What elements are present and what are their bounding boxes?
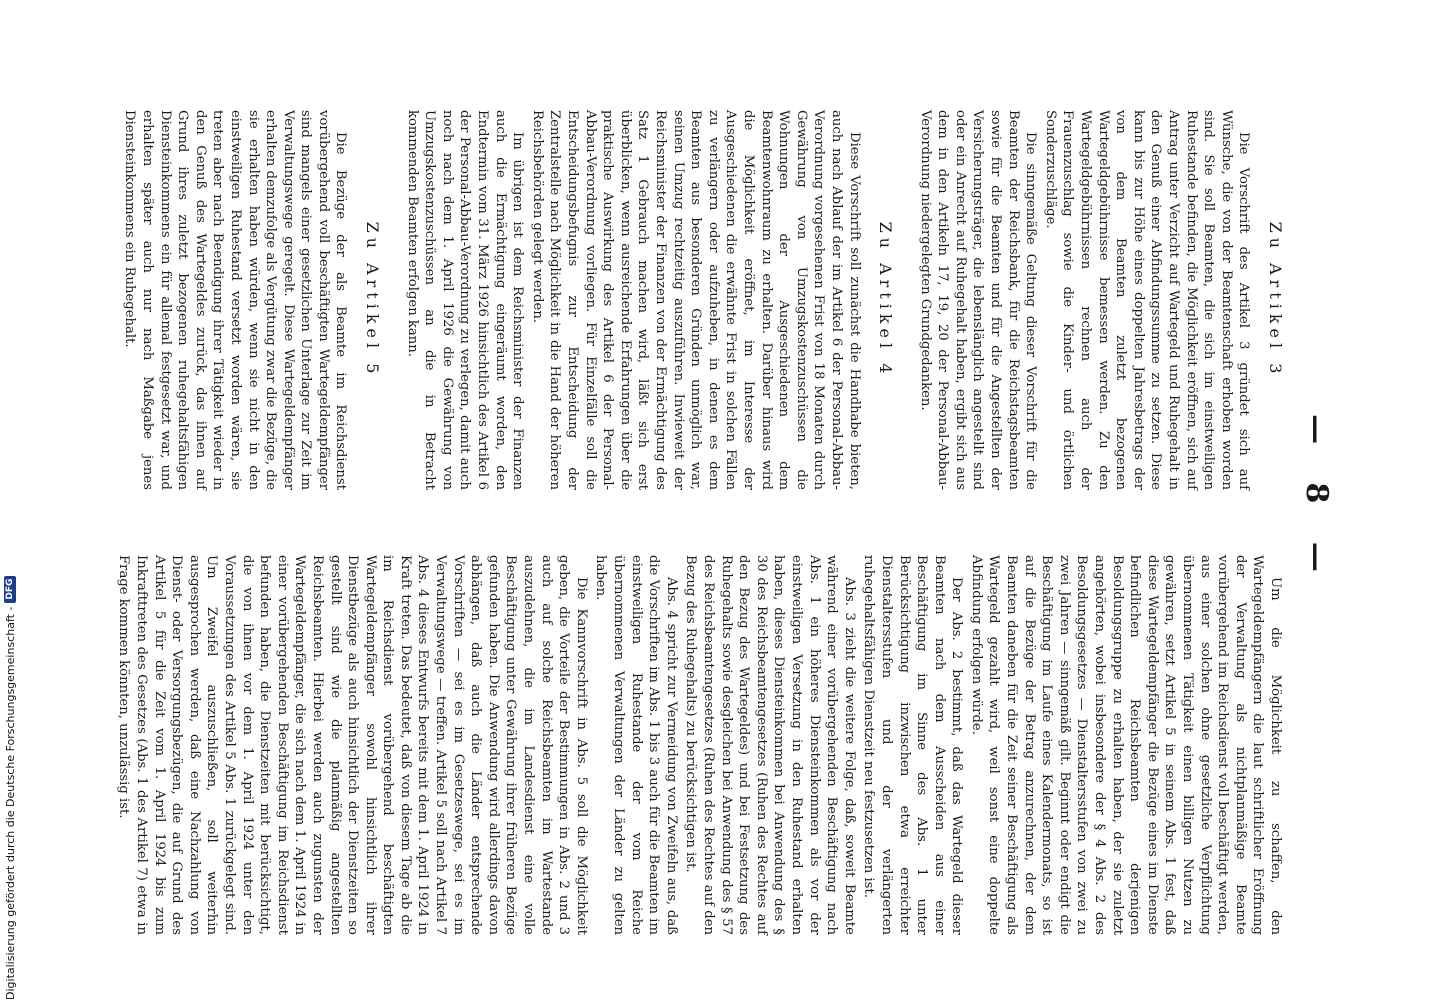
left-text-column xyxy=(119,110,1284,490)
page-number: — 8 — xyxy=(1299,414,1334,586)
paragraph: Im übrigen ist dem Reichsminister der Finanzen auch die Ermächtigung eingeräumt worden, den Endtermin vom 31. März 1926 hinsichtlich des Artikel 6 der Personal-Abbau-Verordnung zu verlegen, damit auch noch nach dem 1. April 1926 die Gewährung von Umzugskostenzuschüssen an die in Betracht kommenden Beamten erfolgen kann. xyxy=(404,110,526,490)
paragraph: Die Vorschrift des Artikel 3 gründet sich auf Wünsche, die von der Beamtenschaft erhoben worden sind. Sie soll Beamten, die sich im einstweiligen Ruhestande befinden, die Möglichkeit eröffnen, sich auf Antrag unter Verzicht auf Wartegeld und Ruhegehalt in den Genuß einer Abfindungssumme zu setzen. Diese kann bis zur Höhe eines doppelten Jahresbetrags der von dem Beamten zuletzt bezogenen Wartegeldgebührnisse bemessen werden. Zu den Wartegeldgebührnissen rechnen auch der Frauenzuschlag sowie die Kinder- und örtlichen Sonderzuschläge. xyxy=(1042,110,1252,490)
paragraph: Abs. 4 spricht zur Vermeidung von Zweifeln aus, daß die Vorschriften im Abs. 1 bis 3 auch für die Beamten im einstweiligen Ruhestande der vom Reiche übernommenen Verwaltungen der Länder zu gelten haben. xyxy=(593,555,679,935)
paragraph: Die Bezüge der als Beamte im Reichsdienst vorübergehend voll beschäftigten Wartegeldempfänger sind mangels einer gesetzlichen Unterlage zur Zeit im Verwaltungswege geregelt. Diese Wartegeldempfänger erhalten demzufolge als Vergütung zwar die Bezüge, die sie erhalten haben würden, wenn sie nicht in den einstweiligen Ruhestand versetzt worden wären, sie treten aber nach Beendigung ihrer Tätigkeit wieder in den Genuß des Wartegeldes zurück, das ihnen auf Grund ihres zuletzt bezogenen ruhegehaltsfähigen Diensteinkommens ein für allemal festgesetzt war, und erhalten später auch nur nach Maßgabe jenes Diensteinkommens ein Ruhegehalt. xyxy=(122,110,349,490)
paragraph: Um die Möglichkeit zu schaffen, den Wartegeldempfängern die laut schriftlicher Eröffnung der Verwaltung als nichtplanmäßige Beamte vorübergehend im Reichsdienst voll beschäftigt werden, aus einer solchen ohne gesetzliche Verpflichtung übernommenen Tätigkeit einen billigen Nutzen zu gewähren, setzt Artikel 5 in seinem Abs. 1 fest, daß diese Wartegeldempfänger die Bezüge eines im Dienste befindlichen Reichsbeamten derjenigen Besoldungsgruppe zu erhalten haben, der sie zuletzt angehörten, wobei insbesondere der § 4 Abs. 2 des Besoldungsgesetzes — Dienstaltersstufen von zwei zu zwei Jahren — sinngemäß gilt. Beginnt oder endigt die Beschäftigung im Laufe eines Kalendermonats, so ist auf die Bezüge der Betrag anzurechnen, der dem Beamten daneben für die Zeit seiner Beschäftigung als Wartegeld gezahlt wird, weil sonst eine doppelte Abfindung erfolgen würde. xyxy=(968,555,1283,935)
paragraph: Abs. 3 zieht die weitere Folge, daß, soweit Beamte während einer vorübergehenden Beschäftigung nach Abs. 1 ein höheres Diensteinkommen als vor der einstweiligen Versetzung in den Ruhestand erhalten haben, dieses Diensteinkommen bei Anwendung des § 30 des Reichsbeamtengesetzes (Ruhen des Rechtes auf den Bezug des Wartegeldes) und bei Festsetzung des Ruhegehalts sowie desgleichen bei Anwendung des § 57 des Reichsbeamtengesetzes (Ruhen des Rechtes auf den Bezug des Ruhegehalts) zu berücksichtigen ist. xyxy=(683,555,857,935)
section-heading: Zu Artikel 4 xyxy=(876,221,896,379)
section-heading: Zu Artikel 5 xyxy=(363,221,383,379)
section-heading: Zu Artikel 3 xyxy=(1266,221,1285,379)
paragraph: Diese Vorschrift soll zunächst die Handhabe bieten, auch nach Ablauf der im Artikel 6 der Personal-Abbau-Verordnung vorgesehenen Frist von 18 Monaten durch Gewährung von Umzugskostenzuschüssen die Wohnungen der Ausgeschiedenen dem Beamtenwohnraum zu erhalten. Darüber hinaus wird die Möglichkeit eröffnet, im Interesse der Ausgeschiedenen die erwähnte Frist in solchen Fällen zu verlängern oder aufzuheben, in denen es dem Beamten aus besonderen Gründen unmöglich war, seinen Umzug rechtzeitig auszuführen. Inwieweit der Reichsminister der Finanzen von der Ermächtigung des Satz 1 Gebrauch machen wird, läßt sich erst überblicken, wenn ausreichende Erfahrungen über die praktische Auswirkung des Artikel 6 der Personal-Abbau-Verordnung vorliegen. Für Einzelfälle soll die Entscheidungsbefugnis zur Entscheidung der Zentralstelle nach Möglichkeit in die Hand der höheren Reichsbehörden gelegt werden. xyxy=(529,110,862,490)
paragraph: Die Kannvorschrift in Abs. 5 soll die Möglichkeit geben, die Vorteile der Bestimmungen in Abs. 2 und 3 auch auf solche Reichsbeamten im Wartestande auszudehnen, die im Landesdienst eine volle Beschäftigung unter Gewährung ihrer früheren Bezüge gefunden haben. Die Anwendung wird allerdings davon abhängen, daß auch die Länder entsprechende Vorschriften — sei es im Gesetzeswege, sei es im Verwaltungswege — treffen. Artikel 5 soll nach Artikel 7 Abs. 4 dieses Entwurfs bereits mit dem 1. April 1924 in Kraft treten. Das bedeutet, daß von diesem Tage ab die im Reichsdienst vorübergehend beschäftigten Wartegeldempfänger sowohl hinsichtlich ihrer Dienstbezüge als auch hinsichtlich der Dienstzeiten so gestellt sind wie die planmäßig angestellten Reichsbeamten. Hierbei werden auch zugunsten der Wartegeldempfänger, die sich nach dem 1. April 1924 in einer vorübergehenden Beschäftigung im Reichsdienst befunden haben, die Dienstzeiten mit berücksichtigt, die von ihnen vor dem 1. April 1924 unter den Voraussetzungen des Artikel 5 Abs. 1 zurückgelegt sind. Um Zweifel auszuschließen, soll weiterhin ausgesprochen werden, daß eine Nachzahlung von Dienst- oder Versorgungsbezügen, die auf Grund des Artikel 5 für die Zeit vom 1. April 1924 bis zum Inkrafttreten des Gesetzes (Abs. 1 des Artikel 7) etwa in Frage kommen könnten, unzulässig ist. xyxy=(116,555,589,935)
paragraph: Der Abs. 2 bestimmt, daß das Wartegeld dieser Beamten nach dem Ausscheiden aus einer Beschäftigung im Sinne des Abs. 1 unter Berücksichtigung inzwischen etwa erreichter Dienstaltersstufen und der verlängerten ruhegehaltsfähigen Dienstzeit neu festzusetzen ist. xyxy=(861,555,965,935)
digitization-credit xyxy=(2,10,18,1000)
dfg-logo-icon: DFG xyxy=(4,576,16,603)
right-text-column xyxy=(113,555,1284,935)
credit-text: Digitalisierung gefördert durch die Deutsche Forschungsgemeinschaft - xyxy=(3,606,17,1000)
paragraph: Die sinngemäße Geltung dieser Vorschrift für die Beamten der Reichsbank, für die Reichstagsbeamten sowie für die Beamten und für die Angestellten der Versicherungsträger, die lebenslänglich angestellt sind oder ein Anrecht auf Ruhegehalt haben, ergibt sich aus dem in den Artikeln 17, 19, 20 der Personal-Abbau-Verordnung niedergelegten Grundgedanken. xyxy=(917,110,1039,490)
